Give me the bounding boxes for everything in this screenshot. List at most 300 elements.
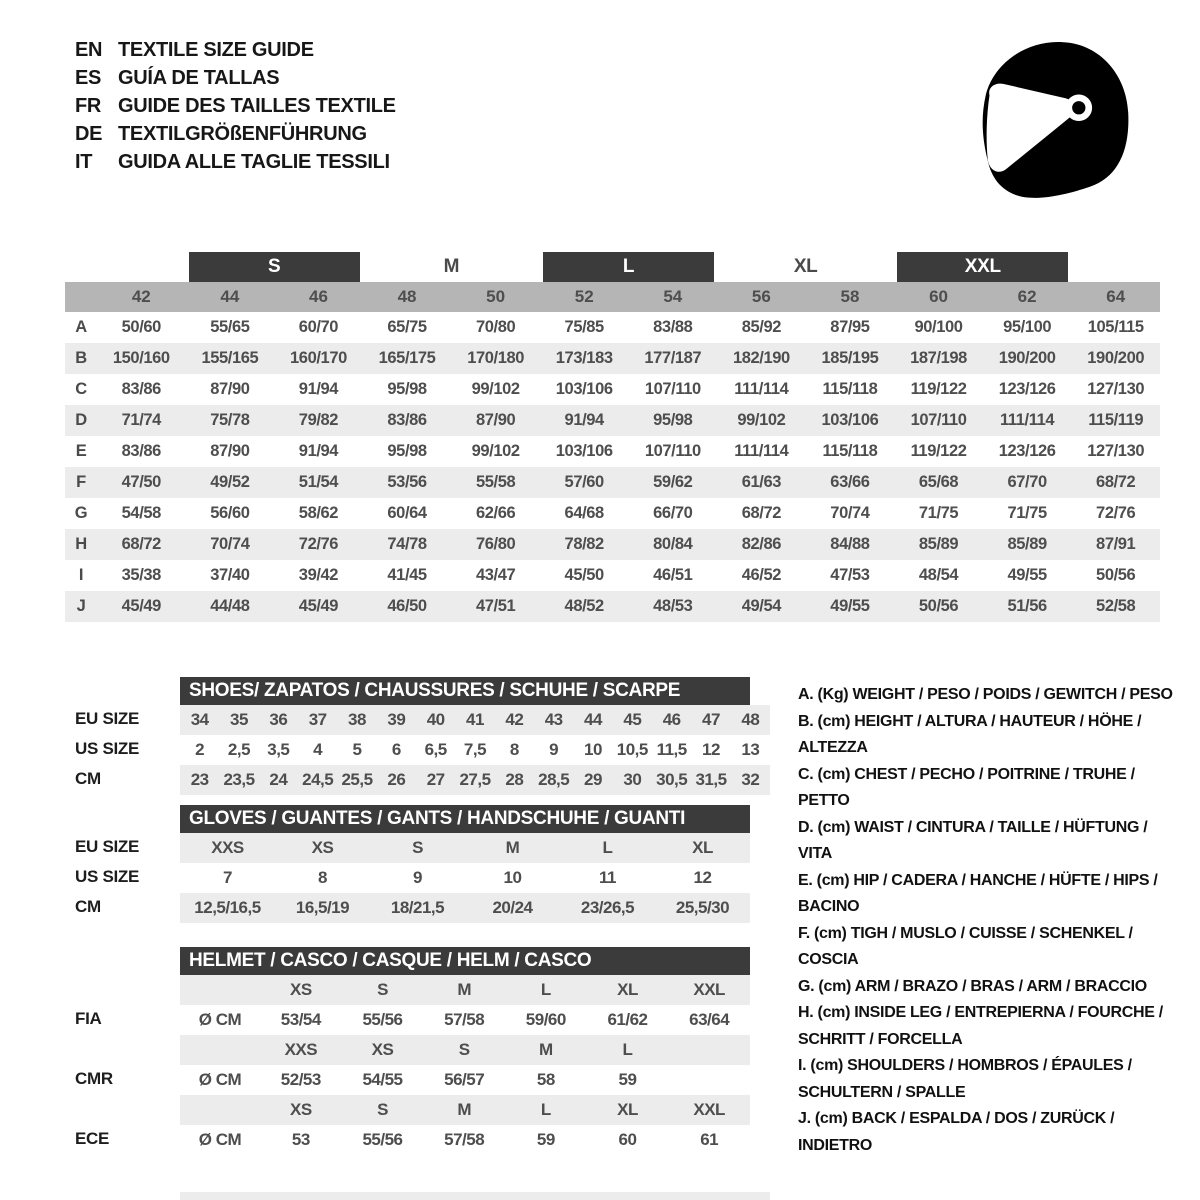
size-cell: 160/170 bbox=[290, 349, 347, 367]
size-cell: 91/94 bbox=[298, 380, 339, 398]
size-cell: 99/102 bbox=[471, 442, 520, 460]
size-cell: 68/72 bbox=[121, 535, 161, 553]
size-cell: 99/102 bbox=[737, 411, 786, 429]
language-title: GUIDE DES TAILLES TEXTILE bbox=[118, 95, 396, 117]
size-value-cell: 12 bbox=[702, 740, 720, 759]
size-cell: 48/52 bbox=[564, 597, 604, 615]
size-cell: 185/195 bbox=[821, 349, 879, 367]
size-value-cell: L bbox=[622, 1040, 633, 1059]
cropped-row-strip bbox=[180, 1192, 770, 1200]
language-row bbox=[75, 120, 396, 148]
size-value-cell: XL bbox=[617, 1100, 638, 1119]
size-value-cell: 43 bbox=[544, 710, 563, 729]
size-column: 44 bbox=[220, 287, 240, 306]
size-cell: 115/118 bbox=[822, 442, 878, 460]
size-cell: 47/51 bbox=[475, 597, 516, 615]
size-value-cell: 25,5 bbox=[341, 770, 373, 789]
size-column: 54 bbox=[663, 287, 683, 306]
size-value-cell: 25,5/30 bbox=[675, 898, 730, 917]
size-cell: 46/51 bbox=[653, 566, 693, 584]
size-cell: 173/183 bbox=[555, 349, 613, 367]
row-letter: F bbox=[76, 473, 86, 491]
size-cell: 65/75 bbox=[387, 318, 427, 336]
size-value-cell: XS bbox=[289, 980, 312, 999]
size-band-row bbox=[65, 252, 1160, 282]
size-value-cell: XXS bbox=[284, 1040, 318, 1059]
size-cell: 70/74 bbox=[830, 504, 870, 522]
size-value-cell: Ø CM bbox=[198, 1130, 242, 1149]
size-cell: 115/118 bbox=[822, 380, 878, 398]
legend-item-h: H. (cm) INSIDE LEG / ENTREPIERNA / FOURCHE / SCHRITT / FORCELLA bbox=[798, 1004, 1163, 1048]
size-cell: 68/72 bbox=[1096, 473, 1136, 491]
size-value-cell: 24 bbox=[269, 770, 288, 789]
row-letter: E bbox=[75, 442, 87, 460]
size-cell: 46/50 bbox=[387, 597, 427, 615]
size-cell: 83/86 bbox=[387, 411, 427, 429]
row-letter: B bbox=[75, 349, 87, 367]
row-letter: J bbox=[76, 597, 86, 615]
legend-item-c: C. (cm) CHEST / PECHO / POITRINE / TRUHE / PETTO bbox=[798, 765, 1135, 809]
legend-item-i: I. (cm) SHOULDERS / HOMBROS / ÉPAULES / SCHULTERN / SPALLE bbox=[798, 1057, 1132, 1101]
size-cell: 59/62 bbox=[653, 473, 693, 491]
size-cell: 71/75 bbox=[1007, 504, 1047, 522]
size-value-cell: 9 bbox=[413, 868, 422, 887]
size-cell: 64/68 bbox=[564, 504, 604, 522]
size-cell: 55/58 bbox=[475, 473, 516, 491]
size-value-cell: 6 bbox=[391, 740, 401, 759]
size-value-cell: 28 bbox=[505, 770, 524, 789]
helmet-values-fia bbox=[180, 1005, 750, 1035]
size-cell: 55/65 bbox=[210, 318, 250, 336]
size-value-cell: 6,5 bbox=[424, 740, 447, 759]
size-value-cell: XXL bbox=[693, 1100, 725, 1119]
language-code: ES bbox=[75, 67, 102, 89]
gloves-label-2: CM bbox=[75, 897, 101, 916]
size-cell: 95/98 bbox=[387, 380, 427, 398]
size-cell: 45/49 bbox=[298, 597, 339, 615]
size-cell: 127/130 bbox=[1087, 380, 1145, 398]
size-value-cell: L bbox=[540, 980, 551, 999]
size-value-cell: 39 bbox=[387, 710, 406, 729]
size-cell: 63/66 bbox=[830, 473, 870, 491]
shoes-row-0 bbox=[180, 705, 770, 735]
size-value-cell: 28,5 bbox=[538, 770, 570, 789]
size-cell: 177/187 bbox=[644, 349, 702, 367]
size-value-cell: 54/55 bbox=[362, 1070, 403, 1089]
size-cell: 54/58 bbox=[121, 504, 161, 522]
size-cell: 49/52 bbox=[210, 473, 250, 491]
size-cell: 49/55 bbox=[1007, 566, 1047, 584]
size-value-cell: Ø CM bbox=[198, 1010, 242, 1029]
size-cell: 80/84 bbox=[653, 535, 693, 553]
size-cell: 95/98 bbox=[387, 442, 427, 460]
size-value-cell: 40 bbox=[426, 710, 445, 729]
row-letter: C bbox=[75, 380, 87, 398]
size-value-cell: 53 bbox=[291, 1130, 310, 1149]
shoes-label-0: EU SIZE bbox=[75, 709, 140, 728]
language-title: TEXTILE SIZE GUIDE bbox=[118, 39, 314, 61]
size-value-cell: 48 bbox=[741, 710, 760, 729]
size-cell: 37/40 bbox=[210, 566, 250, 584]
size-column: 42 bbox=[131, 287, 151, 306]
size-value-cell: S bbox=[458, 1040, 470, 1059]
size-cell: 58/62 bbox=[298, 504, 339, 522]
size-value-cell: S bbox=[377, 980, 388, 999]
row-letter: D bbox=[75, 411, 87, 429]
language-code: FR bbox=[75, 95, 102, 117]
measure-row-c bbox=[65, 374, 1160, 405]
size-cell: 87/95 bbox=[830, 318, 870, 336]
gloves-title-bar: GLOVES / GUANTES / GANTS / HANDSCHUHE / GUANTI bbox=[180, 805, 750, 833]
size-cell: 87/90 bbox=[210, 380, 250, 398]
size-column: 50 bbox=[486, 287, 506, 306]
size-cell: 103/106 bbox=[555, 380, 613, 398]
size-value-cell bbox=[180, 1095, 260, 1125]
helmet-sizes-cmr bbox=[180, 1035, 750, 1065]
size-value-cell: 31,5 bbox=[695, 770, 727, 789]
size-cell: 107/110 bbox=[644, 380, 701, 398]
size-value-cell: 63/64 bbox=[689, 1010, 730, 1029]
measure-row-h bbox=[65, 529, 1160, 560]
size-value-cell: 61/62 bbox=[607, 1010, 648, 1029]
size-value-cell bbox=[180, 975, 260, 1005]
size-cell: 41/45 bbox=[387, 566, 427, 584]
size-column: 60 bbox=[929, 287, 948, 306]
size-cell: 78/82 bbox=[564, 535, 604, 553]
size-cell: 107/110 bbox=[644, 442, 701, 460]
helmet-sizes-fia bbox=[180, 975, 750, 1005]
size-cell: 115/119 bbox=[1088, 411, 1144, 429]
row-letter: A bbox=[75, 318, 87, 336]
size-cell: 68/72 bbox=[741, 504, 782, 522]
size-band-l: L bbox=[543, 252, 714, 282]
legend-item-e: E. (cm) HIP / CADERA / HANCHE / HÜFTE / HIPS / BACINO bbox=[798, 871, 1158, 915]
size-cell: 99/102 bbox=[471, 380, 520, 398]
language-code: IT bbox=[75, 151, 93, 173]
size-value-cell: 59/60 bbox=[525, 1010, 566, 1029]
size-cell: 83/88 bbox=[653, 318, 693, 336]
measure-row-j bbox=[65, 591, 1160, 622]
size-value-cell: 23/26,5 bbox=[580, 898, 635, 917]
size-cell: 79/82 bbox=[298, 411, 339, 429]
language-list bbox=[75, 36, 396, 176]
gloves-label-0: EU SIZE bbox=[75, 837, 140, 856]
helmet-standard-cmr: CMR bbox=[75, 1069, 113, 1088]
size-value-cell: M bbox=[538, 1040, 553, 1059]
size-value-cell: 12,5/16,5 bbox=[194, 898, 261, 917]
size-cell: 49/55 bbox=[830, 597, 870, 615]
size-cell: 123/126 bbox=[998, 380, 1056, 398]
size-value-cell: 11 bbox=[599, 868, 616, 887]
size-cell: 60/64 bbox=[387, 504, 427, 522]
shoes-label-1: US SIZE bbox=[75, 739, 140, 758]
size-cell: 119/122 bbox=[910, 442, 967, 460]
size-cell: 50/56 bbox=[1096, 566, 1136, 584]
size-cell: 103/106 bbox=[821, 411, 879, 429]
size-cell: 74/78 bbox=[387, 535, 427, 553]
size-columns-row bbox=[65, 282, 1160, 312]
size-value-cell: 30 bbox=[623, 770, 642, 789]
size-value-cell: 27 bbox=[426, 770, 445, 789]
size-value-cell: 55/56 bbox=[362, 1010, 403, 1029]
size-cell: 111/114 bbox=[1000, 411, 1055, 429]
size-column: 46 bbox=[308, 287, 328, 306]
corner-cell bbox=[65, 282, 97, 312]
size-cell: 71/74 bbox=[121, 411, 161, 429]
row-letter: H bbox=[75, 535, 87, 553]
size-cell: 87/90 bbox=[475, 411, 516, 429]
size-cell: 76/80 bbox=[475, 535, 516, 553]
size-column: 64 bbox=[1106, 287, 1126, 306]
shoes-row-2 bbox=[180, 765, 770, 795]
size-cell: 57/60 bbox=[564, 473, 604, 491]
size-value-cell: 32 bbox=[741, 770, 760, 789]
size-value-cell: 2 bbox=[195, 740, 205, 759]
size-cell: 71/75 bbox=[918, 504, 959, 522]
measure-row-e bbox=[65, 436, 1160, 467]
size-value-cell: 35 bbox=[230, 710, 248, 729]
size-cell: 70/74 bbox=[210, 535, 250, 553]
shoes-row-1 bbox=[180, 735, 770, 765]
legend-item-d: D. (cm) WAIST / CINTURA / TAILLE / HÜFTUNG / VITA bbox=[798, 818, 1148, 862]
size-value-cell: 38 bbox=[348, 710, 366, 729]
size-value-cell: M bbox=[457, 980, 471, 999]
size-cell: 155/165 bbox=[201, 349, 259, 367]
size-value-cell: 46 bbox=[662, 710, 681, 729]
size-value-cell: 8 bbox=[509, 740, 519, 759]
legend-item-a: A. (Kg) WEIGHT / PESO / POIDS / GEWITCH / PESO bbox=[798, 686, 1173, 703]
legend-item-j: J. (cm) BACK / ESPALDA / DOS / ZURÜCK / INDIETRO bbox=[798, 1110, 1115, 1154]
size-value-cell: 27,5 bbox=[459, 770, 491, 789]
size-cell: 84/88 bbox=[830, 535, 870, 553]
size-cell: 53/56 bbox=[387, 473, 427, 491]
size-value-cell: 47 bbox=[702, 710, 720, 729]
size-value-cell: 16,5/19 bbox=[295, 898, 350, 917]
size-value-cell: 13 bbox=[741, 740, 760, 759]
legend-item-b: B. (cm) HEIGHT / ALTURA / HAUTEUR / HÖHE / ALTEZZA bbox=[798, 712, 1142, 756]
measure-row-a bbox=[65, 312, 1160, 343]
size-cell: 72/76 bbox=[1096, 504, 1136, 522]
size-cell: 50/60 bbox=[121, 318, 161, 336]
size-cell: 170/180 bbox=[467, 349, 525, 367]
size-cell: 39/42 bbox=[298, 566, 339, 584]
size-cell: 150/160 bbox=[112, 349, 170, 367]
size-cell: 48/53 bbox=[653, 597, 693, 615]
size-value-cell: 26 bbox=[387, 770, 406, 789]
size-column: 52 bbox=[574, 287, 594, 306]
size-value-cell: 24,5 bbox=[302, 770, 334, 789]
size-band-m: M bbox=[443, 256, 460, 277]
measurement-legend bbox=[798, 682, 1183, 1159]
size-column: 48 bbox=[397, 287, 417, 306]
shoes-title-bar: SHOES/ ZAPATOS / CHAUSSURES / SCHUHE / SCARPE bbox=[180, 677, 750, 705]
legend-item-g: G. (cm) ARM / BRAZO / BRAS / ARM / BRACCIO bbox=[798, 977, 1147, 995]
size-band-s: S bbox=[189, 252, 360, 282]
row-letter: I bbox=[78, 566, 84, 584]
size-cell: 47/53 bbox=[830, 566, 870, 584]
size-cell: 91/94 bbox=[564, 411, 604, 429]
size-cell: 43/47 bbox=[475, 566, 516, 584]
size-value-cell: L bbox=[602, 838, 613, 857]
size-cell: 87/91 bbox=[1096, 535, 1136, 553]
size-value-cell: XL bbox=[617, 980, 638, 999]
size-value-cell: 11,5 bbox=[656, 740, 687, 759]
language-row bbox=[75, 36, 396, 64]
helmet-values-ece bbox=[180, 1125, 750, 1155]
size-value-cell: 61 bbox=[700, 1130, 719, 1149]
language-code: DE bbox=[75, 123, 103, 145]
size-value-cell: 4 bbox=[313, 740, 323, 759]
racing-helmet-icon bbox=[980, 38, 1132, 211]
size-value-cell: 57/58 bbox=[444, 1130, 485, 1149]
size-value-cell: 7,5 bbox=[463, 740, 487, 759]
size-value-cell: 8 bbox=[318, 868, 327, 887]
size-value-cell: 56/57 bbox=[444, 1070, 485, 1089]
size-cell: 85/92 bbox=[741, 318, 782, 336]
size-value-cell: 58 bbox=[536, 1070, 555, 1089]
language-title: TEXTILGRÖßENFÜHRUNG bbox=[118, 123, 367, 145]
size-cell: 87/90 bbox=[210, 442, 250, 460]
size-cell: 48/54 bbox=[918, 566, 959, 584]
measure-row-d bbox=[65, 405, 1160, 436]
size-cell: 66/70 bbox=[653, 504, 693, 522]
measure-row-b bbox=[65, 343, 1160, 374]
size-cell: 65/68 bbox=[918, 473, 959, 491]
size-cell: 52/58 bbox=[1096, 597, 1136, 615]
language-row bbox=[75, 148, 396, 176]
size-cell: 85/89 bbox=[918, 535, 959, 553]
row-letter: G bbox=[74, 504, 88, 522]
gloves-row-0 bbox=[180, 833, 750, 863]
language-title: GUIDA ALLE TAGLIE TESSILI bbox=[118, 151, 390, 173]
size-value-cell: 59 bbox=[618, 1070, 637, 1089]
size-cell: 111/114 bbox=[734, 380, 789, 398]
shoes-label-2: CM bbox=[75, 769, 101, 788]
size-value-cell: 41 bbox=[466, 710, 484, 729]
size-cell: 190/200 bbox=[1087, 349, 1145, 367]
helmet-values-cmr bbox=[180, 1065, 750, 1095]
gloves-row-1 bbox=[180, 863, 750, 893]
size-value-cell: 2,5 bbox=[227, 740, 251, 759]
size-cell: 50/56 bbox=[918, 597, 959, 615]
size-value-cell: 5 bbox=[352, 740, 362, 759]
size-cell: 51/54 bbox=[298, 473, 339, 491]
size-value-cell: XS bbox=[289, 1100, 312, 1119]
language-code: EN bbox=[75, 39, 103, 61]
size-cell: 103/106 bbox=[555, 442, 613, 460]
size-value-cell: S bbox=[412, 838, 423, 857]
size-cell: 61/63 bbox=[741, 473, 782, 491]
size-value-cell: 52/53 bbox=[280, 1070, 321, 1089]
size-value-cell: 20/24 bbox=[492, 898, 533, 917]
size-cell: 44/48 bbox=[210, 597, 250, 615]
size-value-cell: M bbox=[505, 838, 520, 857]
size-value-cell: L bbox=[540, 1100, 551, 1119]
size-value-cell: 12 bbox=[693, 868, 712, 887]
size-cell: 70/80 bbox=[475, 318, 516, 336]
language-title: GUÍA DE TALLAS bbox=[118, 67, 280, 89]
size-value-cell: 34 bbox=[190, 710, 209, 729]
size-column: 58 bbox=[840, 287, 860, 306]
size-cell: 107/110 bbox=[910, 411, 967, 429]
size-cell: 91/94 bbox=[298, 442, 339, 460]
size-value-cell: 57/58 bbox=[444, 1010, 485, 1029]
size-cell: 190/200 bbox=[998, 349, 1056, 367]
size-value-cell: 10 bbox=[584, 740, 602, 759]
size-value-cell: 53/54 bbox=[280, 1010, 321, 1029]
size-value-cell: S bbox=[377, 1100, 388, 1119]
gloves-row-2 bbox=[180, 893, 750, 923]
size-value-cell: 59 bbox=[536, 1130, 555, 1149]
textile-size-table bbox=[65, 312, 1160, 622]
size-cell: 95/100 bbox=[1003, 318, 1052, 336]
size-cell: 35/38 bbox=[121, 566, 161, 584]
size-value-cell: XXS bbox=[211, 838, 244, 857]
size-cell: 111/114 bbox=[734, 442, 789, 460]
size-value-cell: 37 bbox=[308, 710, 327, 729]
size-band-xl: XL bbox=[793, 256, 818, 277]
size-value-cell: 23,5 bbox=[223, 770, 255, 789]
measure-row-g bbox=[65, 498, 1160, 529]
size-value-cell: 7 bbox=[223, 868, 232, 887]
size-value-cell: 29 bbox=[584, 770, 602, 789]
size-value-cell: 45 bbox=[623, 710, 642, 729]
size-value-cell: XS bbox=[371, 1040, 394, 1059]
size-value-cell: 42 bbox=[505, 710, 524, 729]
language-row bbox=[75, 92, 396, 120]
helmet-standard-fia: FIA bbox=[75, 1009, 102, 1028]
size-cell: 45/50 bbox=[564, 566, 604, 584]
size-cell: 90/100 bbox=[914, 318, 963, 336]
size-cell: 95/98 bbox=[653, 411, 693, 429]
size-cell: 123/126 bbox=[998, 442, 1056, 460]
size-value-cell bbox=[180, 1035, 260, 1065]
size-value-cell: 23 bbox=[190, 770, 209, 789]
size-value-cell: 3,5 bbox=[267, 740, 290, 759]
size-cell: 119/122 bbox=[910, 380, 967, 398]
size-cell: 82/86 bbox=[741, 535, 782, 553]
size-cell: 83/86 bbox=[121, 380, 161, 398]
helmet-title-bar: HELMET / CASCO / CASQUE / HELM / CASCO bbox=[180, 947, 750, 975]
size-value-cell: XXL bbox=[693, 980, 725, 999]
helmet-standard-ece: ECE bbox=[75, 1129, 110, 1148]
size-cell: 60/70 bbox=[298, 318, 339, 336]
size-value-cell: 9 bbox=[549, 740, 559, 759]
size-cell: 83/86 bbox=[121, 442, 161, 460]
language-row bbox=[75, 64, 396, 92]
size-cell: 75/85 bbox=[564, 318, 604, 336]
size-value-cell: 36 bbox=[269, 710, 288, 729]
size-value-cell: 10 bbox=[503, 868, 522, 887]
size-value-cell: 30,5 bbox=[656, 770, 688, 789]
size-value-cell: 44 bbox=[584, 710, 602, 729]
size-cell: 165/175 bbox=[378, 349, 436, 367]
size-value-cell: Ø CM bbox=[198, 1070, 242, 1089]
size-cell: 46/52 bbox=[741, 566, 782, 584]
size-cell: 182/190 bbox=[732, 349, 790, 367]
size-column: 56 bbox=[751, 287, 771, 306]
size-cell: 45/49 bbox=[121, 597, 161, 615]
size-cell: 105/115 bbox=[1087, 318, 1144, 336]
measure-row-i bbox=[65, 560, 1160, 591]
size-value-cell: XS bbox=[311, 838, 334, 857]
size-cell: 85/89 bbox=[1007, 535, 1047, 553]
size-cell: 49/54 bbox=[741, 597, 782, 615]
size-column: 62 bbox=[1017, 287, 1037, 306]
helmet-sizes-ece bbox=[180, 1095, 750, 1125]
gloves-label-1: US SIZE bbox=[75, 867, 140, 886]
measure-row-f bbox=[65, 467, 1160, 498]
